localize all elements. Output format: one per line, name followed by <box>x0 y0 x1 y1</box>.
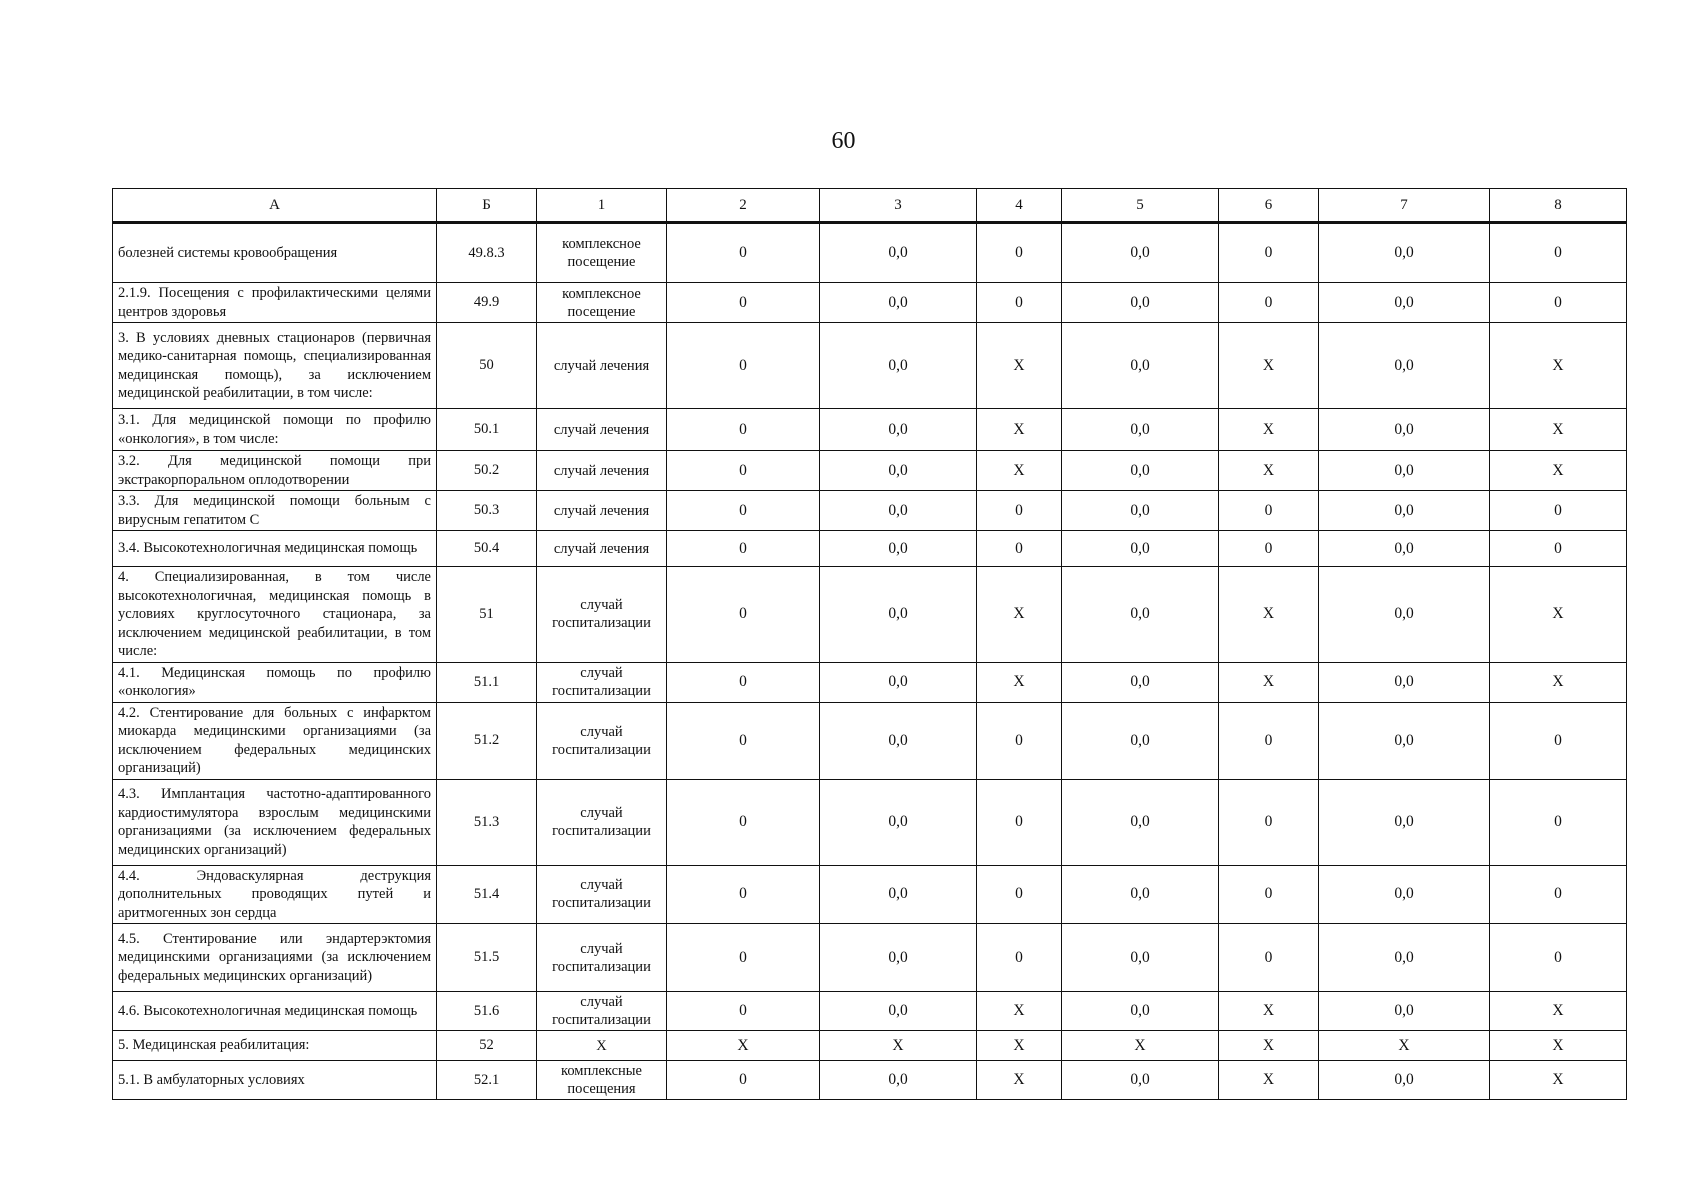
row-col-8: X <box>1490 992 1627 1031</box>
row-description: 3.2. Для медицинской помощи при экстракорпоральном оплодотворении <box>113 451 437 491</box>
row-col-8: X <box>1490 323 1627 409</box>
row-col-6: 0 <box>1219 702 1319 779</box>
header-cell-5: 5 <box>1062 189 1219 223</box>
row-code: 52.1 <box>437 1061 537 1100</box>
row-col-2: 0 <box>667 409 820 451</box>
row-col-7: 0,0 <box>1319 451 1490 491</box>
table-row <box>113 491 1627 531</box>
row-col-2: 0 <box>667 992 820 1031</box>
row-unit: случай лечения <box>537 409 667 451</box>
row-code: 51 <box>437 567 537 663</box>
row-col-5: 0,0 <box>1062 567 1219 663</box>
row-code: 49.9 <box>437 283 537 323</box>
row-col-5: 0,0 <box>1062 531 1219 567</box>
row-col-4: X <box>977 1061 1062 1100</box>
row-col-8: 0 <box>1490 779 1627 865</box>
data-table <box>112 188 1627 1100</box>
row-col-6: X <box>1219 323 1319 409</box>
row-col-6: 0 <box>1219 779 1319 865</box>
row-col-3: 0,0 <box>820 924 977 992</box>
row-code: 51.4 <box>437 865 537 924</box>
row-col-7: 0,0 <box>1319 662 1490 702</box>
row-description: 4.5. Стентирование или эндартерэктомия медицинскими организациями (за исключением федеральных медицинских организаций) <box>113 924 437 992</box>
row-col-2: 0 <box>667 531 820 567</box>
table-row <box>113 567 1627 663</box>
row-col-2: 0 <box>667 567 820 663</box>
row-col-7: 0,0 <box>1319 283 1490 323</box>
row-code: 51.2 <box>437 702 537 779</box>
row-col-7: X <box>1319 1031 1490 1061</box>
row-col-8: 0 <box>1490 531 1627 567</box>
row-description: 4.2. Стентирование для больных с инфарктом миокарда медицинскими организациями (за исключением федеральных медицинских организаций) <box>113 702 437 779</box>
row-col-8: X <box>1490 1061 1627 1100</box>
row-col-3: 0,0 <box>820 451 977 491</box>
row-unit: случай госпитализации <box>537 779 667 865</box>
row-description: 4.1. Медицинская помощь по профилю «онкология» <box>113 662 437 702</box>
row-code: 52 <box>437 1031 537 1061</box>
row-unit: комплексное посещение <box>537 223 667 283</box>
table-row <box>113 662 1627 702</box>
header-row <box>113 189 1627 223</box>
row-col-4: 0 <box>977 702 1062 779</box>
row-col-4: X <box>977 323 1062 409</box>
row-col-4: X <box>977 409 1062 451</box>
row-unit: комплексное посещение <box>537 283 667 323</box>
row-unit: случай лечения <box>537 323 667 409</box>
row-col-2: 0 <box>667 924 820 992</box>
row-unit: случай лечения <box>537 491 667 531</box>
row-unit: случай лечения <box>537 531 667 567</box>
row-col-5: 0,0 <box>1062 451 1219 491</box>
row-col-3: 0,0 <box>820 409 977 451</box>
row-col-7: 0,0 <box>1319 409 1490 451</box>
row-col-5: 0,0 <box>1062 409 1219 451</box>
row-col-7: 0,0 <box>1319 865 1490 924</box>
row-code: 51.1 <box>437 662 537 702</box>
row-col-5: 0,0 <box>1062 779 1219 865</box>
row-col-7: 0,0 <box>1319 702 1490 779</box>
row-col-3: 0,0 <box>820 323 977 409</box>
table-row <box>113 283 1627 323</box>
row-unit: X <box>537 1031 667 1061</box>
row-description: 3.3. Для медицинской помощи больным с вирусным гепатитом С <box>113 491 437 531</box>
row-col-3: 0,0 <box>820 1061 977 1100</box>
row-description: 4. Специализированная, в том числе высокотехнологичная, медицинская помощь в условиях круглосуточного стационара, за исключением медицинской реабилитации, в том числе: <box>113 567 437 663</box>
row-col-6: X <box>1219 409 1319 451</box>
row-description: болезней системы кровообращения <box>113 223 437 283</box>
row-col-7: 0,0 <box>1319 491 1490 531</box>
row-col-8: 0 <box>1490 283 1627 323</box>
header-cell-b: Б <box>437 189 537 223</box>
row-col-7: 0,0 <box>1319 779 1490 865</box>
row-col-5: 0,0 <box>1062 283 1219 323</box>
page-number: 60 <box>831 128 856 154</box>
row-col-3: 0,0 <box>820 491 977 531</box>
row-description: 5.1. В амбулаторных условиях <box>113 1061 437 1100</box>
row-col-2: 0 <box>667 283 820 323</box>
row-col-6: 0 <box>1219 223 1319 283</box>
header-cell-4: 4 <box>977 189 1062 223</box>
header-cell-7: 7 <box>1319 189 1490 223</box>
row-col-5: 0,0 <box>1062 702 1219 779</box>
row-col-2: 0 <box>667 779 820 865</box>
row-col-4: 0 <box>977 779 1062 865</box>
row-col-8: X <box>1490 662 1627 702</box>
row-col-3: 0,0 <box>820 223 977 283</box>
row-col-7: 0,0 <box>1319 223 1490 283</box>
row-col-6: 0 <box>1219 924 1319 992</box>
table-row <box>113 323 1627 409</box>
table-row <box>113 1031 1627 1061</box>
row-code: 50.2 <box>437 451 537 491</box>
table-row <box>113 451 1627 491</box>
row-col-8: X <box>1490 1031 1627 1061</box>
table-row <box>113 531 1627 567</box>
row-col-8: 0 <box>1490 491 1627 531</box>
row-code: 51.3 <box>437 779 537 865</box>
header-cell-8: 8 <box>1490 189 1627 223</box>
row-col-3: 0,0 <box>820 702 977 779</box>
row-col-6: X <box>1219 1061 1319 1100</box>
row-col-8: X <box>1490 567 1627 663</box>
row-col-7: 0,0 <box>1319 567 1490 663</box>
row-col-7: 0,0 <box>1319 323 1490 409</box>
row-col-4: X <box>977 1031 1062 1061</box>
table-row <box>113 702 1627 779</box>
row-col-5: 0,0 <box>1062 223 1219 283</box>
row-col-4: X <box>977 567 1062 663</box>
row-description: 4.3. Имплантация частотно-адаптированного кардиостимулятора взрослым медицинскими организациями (за исключением федеральных медицинских организаций) <box>113 779 437 865</box>
row-col-2: 0 <box>667 702 820 779</box>
row-code: 50.1 <box>437 409 537 451</box>
row-unit: случай госпитализации <box>537 567 667 663</box>
table-header <box>113 189 1627 223</box>
row-col-3: 0,0 <box>820 531 977 567</box>
row-code: 50 <box>437 323 537 409</box>
table-row <box>113 223 1627 283</box>
table-row <box>113 924 1627 992</box>
row-col-4: 0 <box>977 491 1062 531</box>
row-col-7: 0,0 <box>1319 924 1490 992</box>
row-col-8: X <box>1490 451 1627 491</box>
row-code: 51.5 <box>437 924 537 992</box>
row-unit: случай госпитализации <box>537 702 667 779</box>
row-col-2: 0 <box>667 865 820 924</box>
header-cell-6: 6 <box>1219 189 1319 223</box>
row-col-5: 0,0 <box>1062 662 1219 702</box>
row-col-4: 0 <box>977 865 1062 924</box>
header-cell-a: А <box>113 189 437 223</box>
row-unit: комплексные посещения <box>537 1061 667 1100</box>
header-cell-1: 1 <box>537 189 667 223</box>
row-col-6: X <box>1219 992 1319 1031</box>
row-col-6: X <box>1219 567 1319 663</box>
row-col-2: 0 <box>667 662 820 702</box>
row-code: 50.3 <box>437 491 537 531</box>
row-code: 51.6 <box>437 992 537 1031</box>
row-col-6: 0 <box>1219 283 1319 323</box>
row-col-2: 0 <box>667 451 820 491</box>
row-col-5: X <box>1062 1031 1219 1061</box>
row-description: 4.4. Эндоваскулярная деструкция дополнительных проводящих путей и аритмогенных зон сердца <box>113 865 437 924</box>
row-col-3: 0,0 <box>820 283 977 323</box>
row-col-6: 0 <box>1219 491 1319 531</box>
row-col-4: 0 <box>977 283 1062 323</box>
row-col-5: 0,0 <box>1062 992 1219 1031</box>
row-unit: случай госпитализации <box>537 865 667 924</box>
row-col-4: 0 <box>977 924 1062 992</box>
row-col-2: 0 <box>667 491 820 531</box>
table-row <box>113 409 1627 451</box>
row-description: 5. Медицинская реабилитация: <box>113 1031 437 1061</box>
header-cell-2: 2 <box>667 189 820 223</box>
table-row <box>113 992 1627 1031</box>
row-unit: случай госпитализации <box>537 924 667 992</box>
row-col-6: X <box>1219 1031 1319 1061</box>
row-col-6: X <box>1219 451 1319 491</box>
row-col-6: 0 <box>1219 865 1319 924</box>
row-col-4: 0 <box>977 531 1062 567</box>
row-col-3: 0,0 <box>820 567 977 663</box>
row-col-2: 0 <box>667 1061 820 1100</box>
row-unit: случай госпитализации <box>537 992 667 1031</box>
row-col-8: 0 <box>1490 702 1627 779</box>
table-body <box>113 223 1627 1100</box>
row-col-7: 0,0 <box>1319 992 1490 1031</box>
row-col-2: 0 <box>667 323 820 409</box>
row-col-7: 0,0 <box>1319 531 1490 567</box>
row-col-2: X <box>667 1031 820 1061</box>
row-col-5: 0,0 <box>1062 1061 1219 1100</box>
row-description: 4.6. Высокотехнологичная медицинская помощь <box>113 992 437 1031</box>
row-col-3: 0,0 <box>820 992 977 1031</box>
row-unit: случай лечения <box>537 451 667 491</box>
row-code: 49.8.3 <box>437 223 537 283</box>
row-col-3: 0,0 <box>820 779 977 865</box>
row-col-8: 0 <box>1490 223 1627 283</box>
row-col-3: 0,0 <box>820 662 977 702</box>
row-description: 3.1. Для медицинской помощи по профилю «онкология», в том числе: <box>113 409 437 451</box>
row-col-3: 0,0 <box>820 865 977 924</box>
row-col-3: X <box>820 1031 977 1061</box>
row-col-4: X <box>977 662 1062 702</box>
row-col-5: 0,0 <box>1062 323 1219 409</box>
row-col-8: 0 <box>1490 865 1627 924</box>
table-row <box>113 779 1627 865</box>
row-col-2: 0 <box>667 223 820 283</box>
row-unit: случай госпитализации <box>537 662 667 702</box>
row-col-7: 0,0 <box>1319 1061 1490 1100</box>
row-col-4: 0 <box>977 223 1062 283</box>
table-row <box>113 1061 1627 1100</box>
row-col-5: 0,0 <box>1062 491 1219 531</box>
row-description: 3. В условиях дневных стационаров (первичная медико-санитарная помощь, специализированная медицинская помощь), за исключением медицинской реабилитации, в том числе: <box>113 323 437 409</box>
row-col-8: X <box>1490 409 1627 451</box>
row-col-6: X <box>1219 662 1319 702</box>
row-col-4: X <box>977 992 1062 1031</box>
row-col-4: X <box>977 451 1062 491</box>
table-row <box>113 865 1627 924</box>
header-cell-3: 3 <box>820 189 977 223</box>
row-col-5: 0,0 <box>1062 924 1219 992</box>
row-col-5: 0,0 <box>1062 865 1219 924</box>
row-col-8: 0 <box>1490 924 1627 992</box>
row-code: 50.4 <box>437 531 537 567</box>
row-col-6: 0 <box>1219 531 1319 567</box>
row-description: 3.4. Высокотехнологичная медицинская помощь <box>113 531 437 567</box>
row-description: 2.1.9. Посещения с профилактическими целями центров здоровья <box>113 283 437 323</box>
